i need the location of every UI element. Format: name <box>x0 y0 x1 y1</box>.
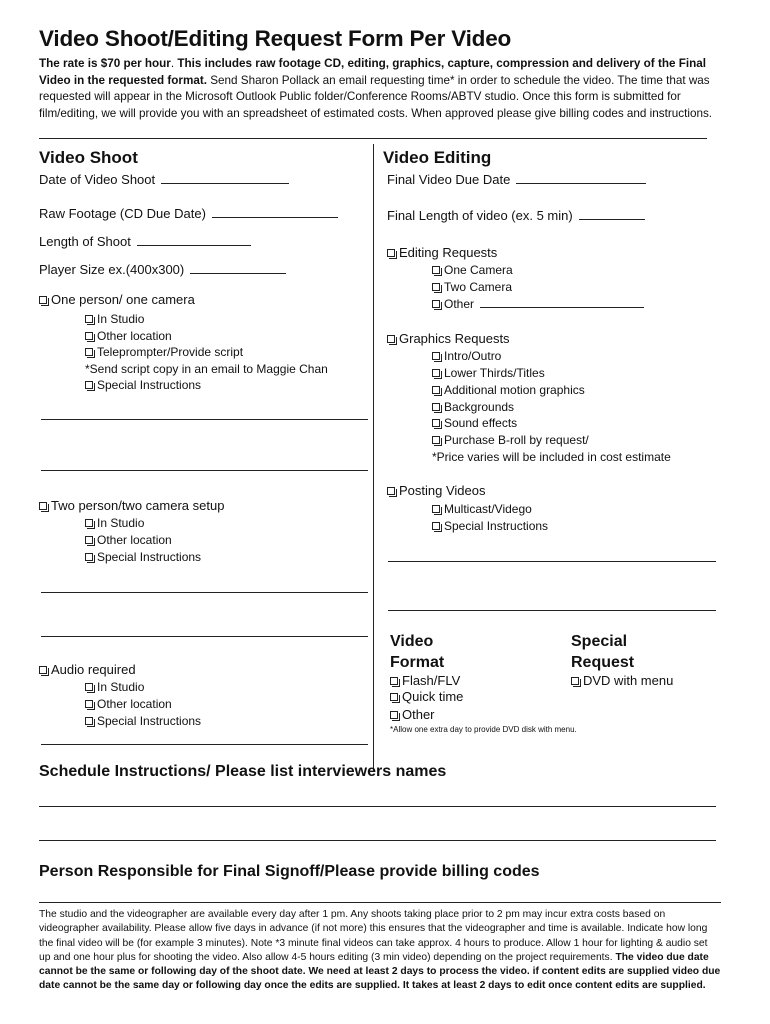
one-special-label: Special Instructions <box>97 378 202 392</box>
flash-checkbox[interactable] <box>390 673 460 688</box>
motion-graphics-label: Additional motion graphics <box>444 383 585 397</box>
price-note: *Price varies will be included in cost estimate <box>432 450 671 464</box>
video-editing-heading: Video Editing <box>383 148 492 167</box>
broll-checkbox[interactable] <box>432 433 589 447</box>
shoot-date-label: Date of Video Shoot <box>39 172 156 187</box>
special-request-heading-line2: Request <box>571 654 635 671</box>
posting-special-label: Special Instructions <box>444 519 549 533</box>
one-in-studio-label: In Studio <box>97 312 145 326</box>
checkbox-icon <box>39 666 47 674</box>
intro-outro-checkbox[interactable] <box>432 349 501 363</box>
checkbox-icon <box>85 332 93 340</box>
signoff-heading: Person Responsible for Final Signoff/Please provide billing codes <box>39 863 540 880</box>
page-title: Video Shoot/Editing Request Form Per Video <box>39 26 512 51</box>
video-format-heading <box>390 631 444 673</box>
posting-special-line-1[interactable] <box>388 561 716 562</box>
audio-required-label: Audio required <box>51 662 136 677</box>
one-camera-checkbox[interactable] <box>432 263 513 277</box>
posting-special-checkbox[interactable] <box>432 519 548 533</box>
shoot-date-field[interactable] <box>39 172 289 187</box>
video-format-heading-line1: Video <box>390 633 434 650</box>
video-shoot-heading: Video Shoot <box>39 148 138 167</box>
two-special-line-2[interactable] <box>41 636 368 637</box>
motion-graphics-checkbox[interactable] <box>432 383 585 397</box>
intro-outro-label: Intro/Outro <box>444 349 502 363</box>
send-script-note: *Send script copy in an email to Maggie Chan <box>85 362 328 376</box>
multicast-checkbox[interactable] <box>432 502 532 516</box>
checkbox-icon <box>432 283 440 291</box>
includes-text: This includes raw footage CD, editing, graphics, capture, compression and delivery of the Final Video in the requested format. <box>39 57 706 87</box>
one-special-line-2[interactable] <box>41 470 368 471</box>
editing-other-label: Other <box>444 297 475 311</box>
checkbox-icon <box>39 502 47 510</box>
dvd-menu-label: DVD with menu <box>583 673 674 688</box>
two-person-label: Two person/two camera setup <box>51 498 225 513</box>
checkbox-icon <box>432 266 440 274</box>
schedule-line-2[interactable] <box>39 840 716 841</box>
rate-text: The rate is $70 per hour <box>39 57 171 70</box>
checkbox-icon <box>390 677 398 685</box>
final-length-label: Final Length of video (ex. 5 min) <box>387 208 573 223</box>
two-other-location-checkbox[interactable] <box>85 533 172 547</box>
one-camera-label: One Camera <box>444 263 513 277</box>
checkbox-icon <box>432 369 440 377</box>
shoot-length-label: Length of Shoot <box>39 234 131 249</box>
graphics-requests-label: Graphics Requests <box>399 331 510 346</box>
header-rule <box>39 138 707 139</box>
editing-requests-label: Editing Requests <box>399 245 498 260</box>
posting-special-line-2[interactable] <box>388 610 716 611</box>
audio-special-label: Special Instructions <box>97 714 202 728</box>
lower-thirds-checkbox[interactable] <box>432 366 545 380</box>
checkbox-icon <box>387 249 395 257</box>
two-other-location-label: Other location <box>97 533 172 547</box>
checkbox-icon <box>390 693 398 701</box>
one-special-checkbox[interactable] <box>85 378 201 392</box>
checkbox-icon <box>85 519 93 527</box>
sound-effects-checkbox[interactable] <box>432 416 517 430</box>
checkbox-icon <box>432 300 440 308</box>
flash-label: Flash/FLV <box>402 673 461 688</box>
editing-other-field[interactable] <box>432 297 644 311</box>
format-other-checkbox[interactable] <box>390 707 435 722</box>
checkbox-icon <box>85 536 93 544</box>
instructions-text: Send Sharon Pollack an email requesting time* in order to schedule the video. The time that was requested will appear in the Microsoft Outlook Public folder/Conference Rooms/ABTV studio. Once this form is submitted for film/editing, we will provide you with an spreadsheet of estimated costs. When approved please give billing codes and instructions. <box>39 73 713 120</box>
teleprompter-label: Teleprompter/Provide script <box>97 345 244 359</box>
broll-label: Purchase B-roll by request/ <box>444 433 589 447</box>
special-request-heading <box>571 631 634 673</box>
intro-paragraph: The rate is $70 per hour. This includes raw footage CD, editing, graphics, capture, compression and delivery of the Final Video in the requested format. Send Sharon Pollack an email requesting time* in order to schedule the video. The time that was requested will appear in the Microsoft Outlook Public folder/Conference Rooms/ABTV studio. Once this form is submitted for film/editing, we will provide you with an spreadsheet of estimated costs. When approved please give billing codes and instructions. <box>39 57 713 120</box>
footer-bold-text: The video due date cannot be the same or following day of the shoot date. We need at least 2 days to process the video. if content edits are supplied video due date cannot be the same day or following day once the edits are supplied. It takes at least 2 days to edit once content edits are supplied. <box>39 951 721 992</box>
graphics-requests-checkbox[interactable] <box>387 331 510 346</box>
checkbox-icon <box>39 296 47 304</box>
audio-special-line[interactable] <box>41 744 368 745</box>
checkbox-icon <box>432 403 440 411</box>
final-due-field[interactable] <box>387 172 646 187</box>
one-other-location-label: Other location <box>97 329 172 343</box>
checkbox-icon <box>432 505 440 513</box>
shoot-length-field[interactable] <box>39 234 251 249</box>
player-size-field[interactable] <box>39 262 286 277</box>
checkbox-icon <box>85 683 93 691</box>
checkbox-icon <box>432 436 440 444</box>
two-special-line-1[interactable] <box>41 592 368 593</box>
one-person-label: One person/ one camera <box>51 292 195 307</box>
footer-notes <box>39 908 721 994</box>
player-size-label: Player Size ex.(400x300) <box>39 262 185 277</box>
audio-other-location-label: Other location <box>97 697 172 711</box>
checkbox-icon <box>387 487 395 495</box>
two-in-studio-label: In Studio <box>97 516 145 530</box>
column-divider <box>373 144 374 772</box>
sound-effects-label: Sound effects <box>444 416 518 430</box>
audio-other-location-checkbox[interactable] <box>85 697 172 711</box>
video-format-heading-line2: Format <box>390 654 445 671</box>
checkbox-icon <box>85 381 93 389</box>
backgrounds-label: Backgrounds <box>444 400 515 414</box>
dvd-menu-checkbox[interactable] <box>571 673 673 688</box>
footer-text: The studio and the videographer are available every day after 1 pm. Any shoots taking place prior to 2 pm may incur extra costs based on videographer availability. Please allow five days in advance (if not more) this ensures that the videographer and time is available. Indicate how long the final video will be (for example 3 minutes). Note *3 minute final videos can take approx. 4 hours to produce. Allow 1 hour for lighting & audio set up and one hour plus for shooting the video. Also allow 4-5 hours editing (3 min video) depending on the project requirements. <box>39 909 708 963</box>
checkbox-icon <box>390 711 398 719</box>
multicast-label: Multicast/Vidego <box>444 502 532 516</box>
two-camera-label: Two Camera <box>444 280 513 294</box>
checkbox-icon <box>432 352 440 360</box>
final-length-field[interactable] <box>387 208 645 223</box>
one-in-studio-checkbox[interactable] <box>85 312 144 326</box>
final-due-label: Final Video Due Date <box>387 172 511 187</box>
checkbox-icon <box>85 717 93 725</box>
audio-required-checkbox[interactable] <box>39 662 136 677</box>
two-special-label: Special Instructions <box>97 550 202 564</box>
special-request-heading-line1: Special <box>571 633 628 650</box>
two-camera-checkbox[interactable] <box>432 280 512 294</box>
lower-thirds-label: Lower Thirds/Titles <box>444 366 545 380</box>
two-person-checkbox[interactable] <box>39 498 224 513</box>
teleprompter-checkbox[interactable] <box>85 345 243 359</box>
two-in-studio-checkbox[interactable] <box>85 516 144 530</box>
backgrounds-checkbox[interactable] <box>432 400 514 414</box>
one-other-location-checkbox[interactable] <box>85 329 172 343</box>
signoff-line[interactable] <box>39 902 721 903</box>
checkbox-icon <box>85 315 93 323</box>
quicktime-checkbox[interactable] <box>390 689 463 704</box>
raw-footage-field[interactable] <box>39 206 338 221</box>
one-person-checkbox[interactable] <box>39 292 195 307</box>
checkbox-icon <box>85 348 93 356</box>
checkbox-icon <box>85 700 93 708</box>
checkbox-icon <box>432 386 440 394</box>
checkbox-icon <box>432 419 440 427</box>
dvd-note: *Allow one extra day to provide DVD disk with menu. <box>390 725 577 734</box>
posting-videos-label: Posting Videos <box>399 483 486 498</box>
checkbox-icon <box>432 522 440 530</box>
checkbox-icon <box>387 335 395 343</box>
raw-footage-label: Raw Footage (CD Due Date) <box>39 206 206 221</box>
audio-special-checkbox[interactable] <box>85 714 201 728</box>
posting-videos-checkbox[interactable] <box>387 483 486 498</box>
audio-in-studio-label: In Studio <box>97 680 145 694</box>
audio-in-studio-checkbox[interactable] <box>85 680 144 694</box>
editing-requests-checkbox[interactable] <box>387 245 497 260</box>
format-other-label: Other <box>402 707 435 722</box>
two-special-checkbox[interactable] <box>85 550 201 564</box>
checkbox-icon <box>571 677 579 685</box>
schedule-heading: Schedule Instructions/ Please list interviewers names <box>39 763 447 780</box>
quicktime-label: Quick time <box>402 689 464 704</box>
checkbox-icon <box>85 553 93 561</box>
schedule-line-1[interactable] <box>39 806 716 807</box>
one-special-line-1[interactable] <box>41 419 368 420</box>
